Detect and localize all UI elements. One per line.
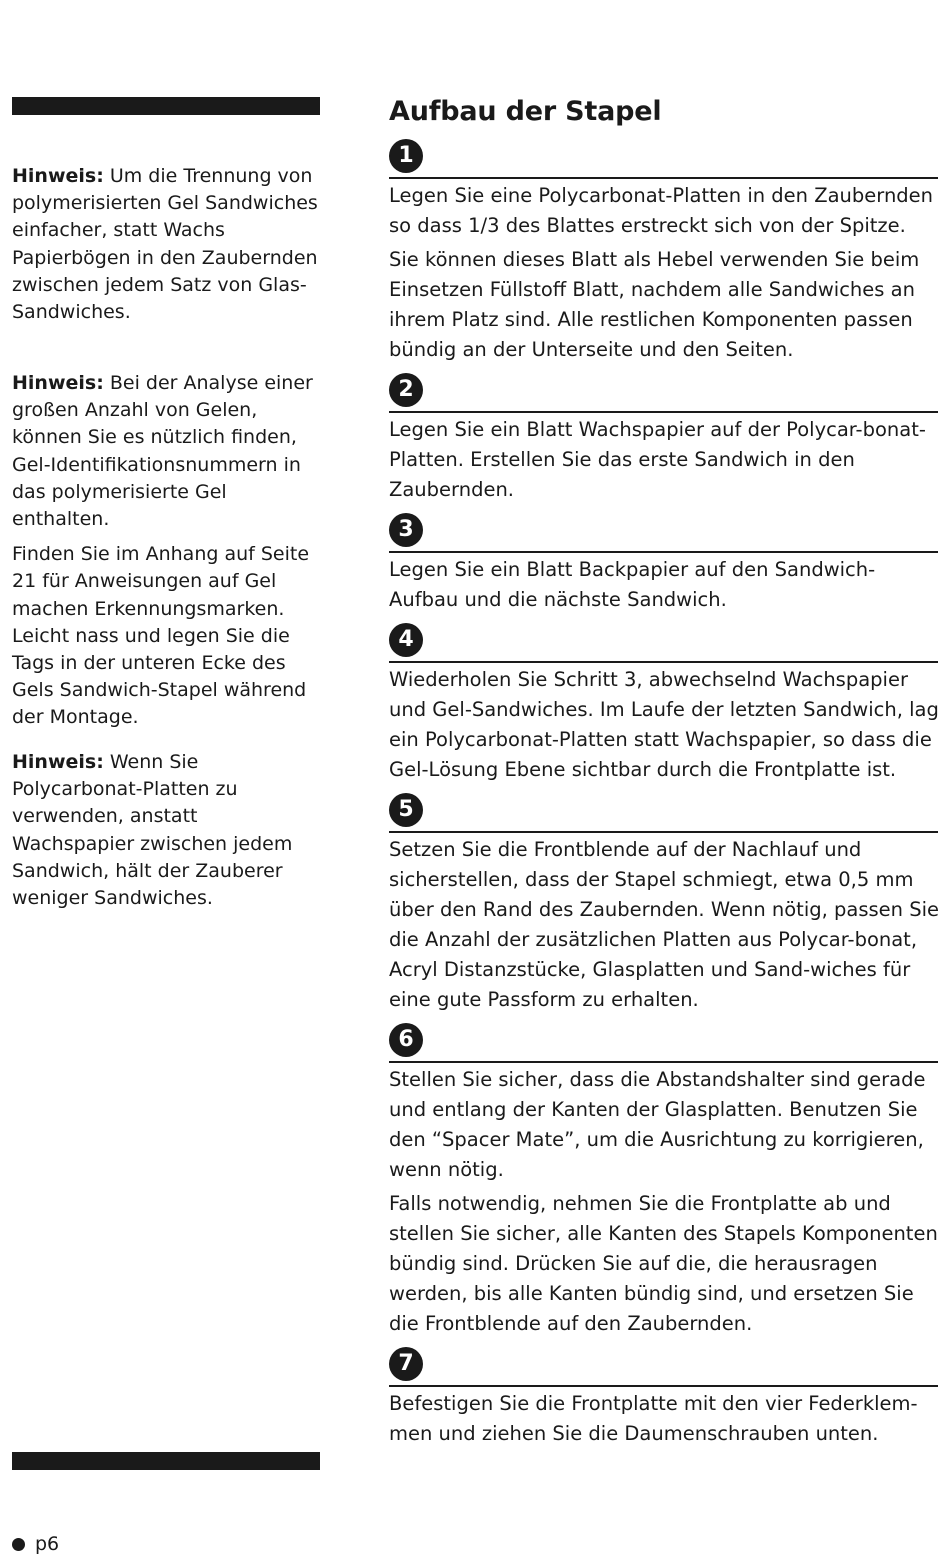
step-divider (389, 1061, 938, 1063)
note-label: Hinweis: (12, 372, 104, 394)
step-paragraph: Legen Sie ein Blatt Backpapier auf den Sandwich-Aufbau und die nächste Sandwich. (389, 558, 876, 611)
sidebar-note-1 (12, 163, 324, 326)
page-title: Aufbau der Stapel (389, 96, 662, 127)
step-paragraph: Befestigen Sie die Frontplatte mit den vier Federklem-men und ziehen Sie die Daumenschrauben unten. (389, 1392, 918, 1445)
step-number-badge: 1 (389, 139, 423, 173)
step-text (389, 665, 939, 785)
step-divider (389, 177, 938, 179)
note-text: Bei der Analyse einer großen Anzahl von Gelen, können Sie es nützlich finden, Gel-Identifikationsnummern in das polymerisierte Gel enthalten. (12, 372, 313, 531)
step-text (389, 555, 939, 615)
step-paragraph: Wiederholen Sie Schritt 3, abwechselnd Wachspapier und Gel-Sandwiches. Im Laufe der letzten Sandwich, lag ein Polycarbonat-Platten statt Wachspapier, so dass die Gel-Lösung Ebene sichtbar durch die Frontplatte ist. (389, 668, 939, 781)
step-number-badge: 3 (389, 513, 423, 547)
step-number-badge: 6 (389, 1023, 423, 1057)
sidebar-note-3 (12, 749, 324, 912)
step-paragraph: Stellen Sie sicher, dass die Abstandshalter sind gerade und entlang der Kanten der Glasplatten. Benutzen Sie den “Spacer Mate”, um die Ausrichtung zu korrigieren, wenn nötig. (389, 1068, 926, 1181)
main-content (389, 93, 939, 1453)
step-number-badge: 2 (389, 373, 423, 407)
note-extra-text: Finden Sie im Anhang auf Seite 21 für Anweisungen auf Gel machen Erkennungsmarken. Leicht nass und legen Sie die Tags in der unteren Ecke des Gels Sandwich-Stapel während der Montage. (12, 543, 310, 729)
step-divider (389, 1385, 938, 1387)
step-text (389, 181, 939, 365)
steps-list (389, 139, 939, 1449)
step-divider (389, 831, 938, 833)
step-divider (389, 551, 938, 553)
step-text (389, 1389, 939, 1449)
step-divider (389, 661, 938, 663)
step-paragraph: Falls notwendig, nehmen Sie die Frontplatte ab und stellen Sie sicher, alle Kanten des Stapels Komponenten bündig sind. Drücken Sie auf die, die herausragen werden, bis alle Kanten bündig sind, und ersetzen Sie die Frontblende auf den Zaubernden. (389, 1192, 938, 1335)
step-paragraph: Legen Sie eine Polycarbonat-Platten in den Zaubernden so dass 1/3 des Blattes erstreckt sich von der Spitze. (389, 184, 934, 237)
step-number-badge: 4 (389, 623, 423, 657)
bullet-icon (12, 1538, 25, 1551)
step-number-badge: 7 (389, 1347, 423, 1381)
step-divider (389, 411, 938, 413)
step-paragraph: Legen Sie ein Blatt Wachspapier auf der Polycar-bonat-Platten. Erstellen Sie das erste Sandwich in den Zaubernden. (389, 418, 926, 501)
note-label: Hinweis: (12, 751, 104, 773)
page-footer (12, 1532, 59, 1556)
page-number: p6 (35, 1533, 60, 1555)
note-text: Um die Trennung von polymerisierten Gel Sandwiches einfacher, statt Wachs Papierbögen in den Zaubernden zwischen jedem Satz von Glas-Sandwiches. (12, 165, 318, 324)
note-text: Wenn Sie Polycarbonat-Platten zu verwenden, anstatt Wachspapier zwischen jedem Sandwich, hält der Zauberer weniger Sandwiches. (12, 751, 293, 910)
step-paragraph: Sie können dieses Blatt als Hebel verwenden Sie beim Einsetzen Füllstoff Blatt, nachdem alle Sandwiches an ihrem Platz sind. Alle restlichen Komponenten passen bündig an der Unterseite und den Seiten. (389, 248, 920, 361)
step-text (389, 1065, 939, 1339)
top-rule-bar (12, 97, 320, 115)
step-number-badge: 5 (389, 793, 423, 827)
step-text (389, 415, 939, 505)
note-label: Hinweis: (12, 165, 104, 187)
bottom-rule-bar (12, 1452, 320, 1470)
step-text (389, 835, 939, 1015)
step-paragraph: Setzen Sie die Frontblende auf der Nachlauf und sicherstellen, dass der Stapel schmiegt, etwa 0,5 mm über den Rand des Zaubernden. Wenn nötig, passen Sie die Anzahl der zusätzlichen Platten aus Polycar-bonat, Acryl Distanzstücke, Glasplatten und Sand-wiches für eine gute Passform zu erhalten. (389, 838, 939, 1011)
sidebar-note-2 (12, 370, 324, 732)
